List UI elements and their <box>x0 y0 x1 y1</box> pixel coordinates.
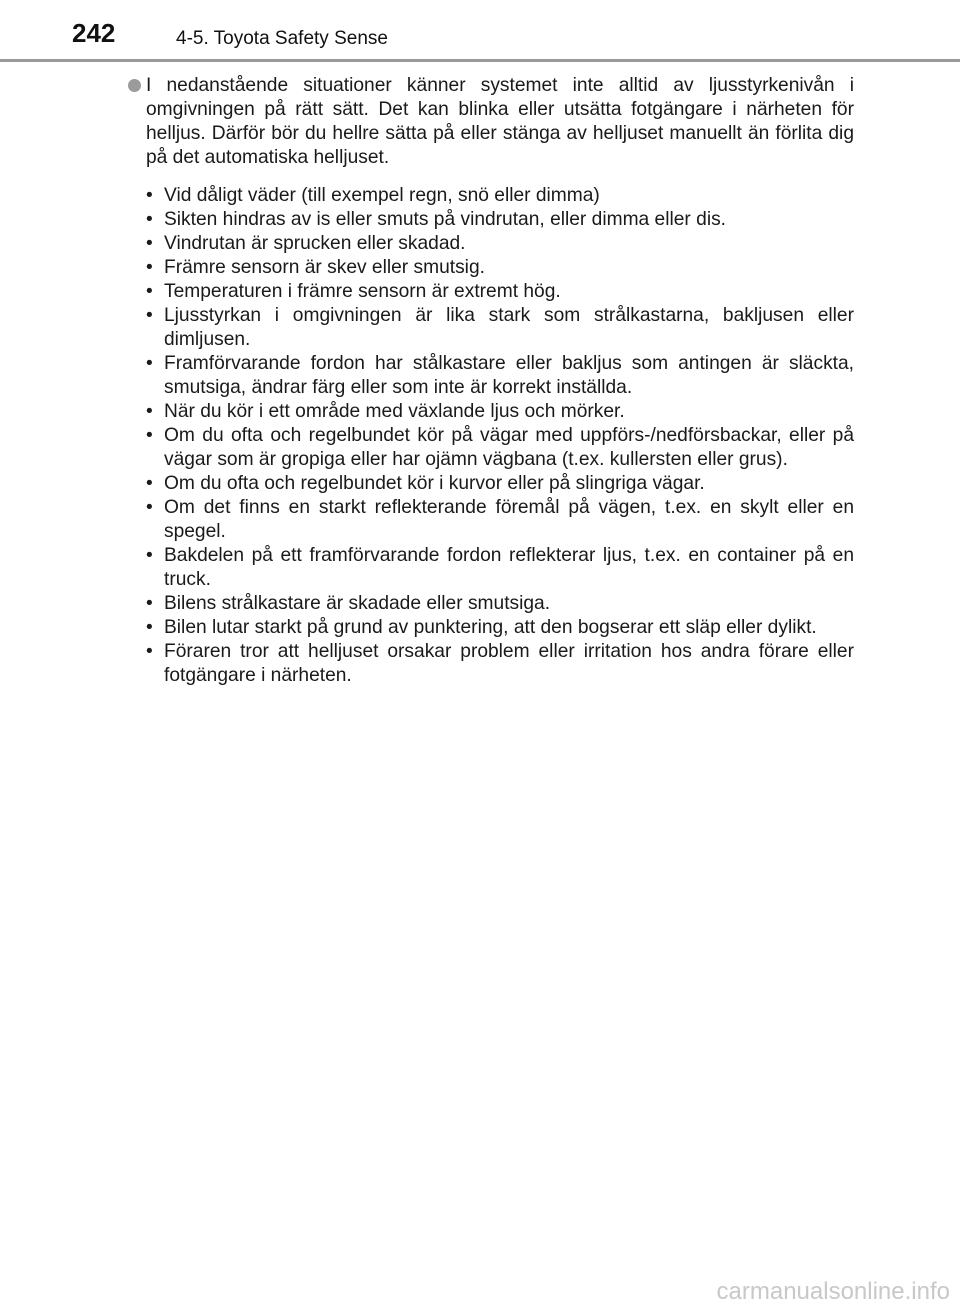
bullet-dot: • <box>146 473 153 494</box>
circle-bullet-icon <box>128 79 141 92</box>
list-item-text: Bilen lutar starkt på grund av punktering, att den bogserar ett släp eller dylikt. <box>164 617 817 638</box>
list-item <box>128 304 854 352</box>
intro-text: I nedanstående situationer känner systemet inte alltid av ljusstyrkenivån i omgivningen på rätt sätt. Det kan blinka eller utsätta fotgängare i närheten för helljus. Därför bör du hellre sätta på eller stänga av helljuset manuellt än förlita dig på det automatiska helljuset. <box>146 75 854 168</box>
main-content <box>128 74 854 688</box>
list-item <box>128 352 854 400</box>
bullet-dot: • <box>146 593 153 614</box>
list-item-text: Sikten hindras av is eller smuts på vindrutan, eller dimma eller dis. <box>164 209 727 230</box>
bullet-dot: • <box>146 401 153 422</box>
list-item <box>128 592 854 616</box>
page-header <box>0 0 960 62</box>
list-item-text: Om du ofta och regelbundet kör i kurvor eller på slingriga vägar. <box>164 473 705 494</box>
watermark: carmanualsonline.info <box>716 1278 950 1305</box>
bullet-dot: • <box>146 209 153 230</box>
list-item-text: Temperaturen i främre sensorn är extremt hög. <box>164 281 561 302</box>
bullet-dot: • <box>146 281 153 302</box>
list-item-text: Framförvarande fordon har stålkastare eller bakljus som antingen är släckta, smutsiga, ändrar färg eller som inte är korrekt inställda. <box>164 353 854 398</box>
list-item <box>128 256 854 280</box>
bullet-dot: • <box>146 305 153 326</box>
intro-paragraph <box>128 74 854 170</box>
list-item-text: Vid dåligt väder (till exempel regn, snö eller dimma) <box>164 185 600 206</box>
list-item-text: Främre sensorn är skev eller smutsig. <box>164 257 485 278</box>
list-item <box>128 496 854 544</box>
list-item <box>128 280 854 304</box>
bullet-dot: • <box>146 545 153 566</box>
list-item-text: När du kör i ett område med växlande ljus och mörker. <box>164 401 625 422</box>
list-item-text: Om du ofta och regelbundet kör på vägar med uppförs-/nedförsbackar, eller på vägar som är gropiga eller har ojämn vägbana (t.ex. kullersten eller grus). <box>164 425 854 470</box>
bullet-dot: • <box>146 353 153 374</box>
bullet-dot: • <box>146 233 153 254</box>
list-item <box>128 232 854 256</box>
situation-list <box>128 184 854 688</box>
list-item-text: Bilens strålkastare är skadade eller smutsiga. <box>164 593 551 614</box>
list-item <box>128 640 854 688</box>
bullet-dot: • <box>146 425 153 446</box>
section-title: 4-5. Toyota Safety Sense <box>176 28 388 49</box>
bullet-dot: • <box>146 641 153 662</box>
bullet-dot: • <box>146 185 153 206</box>
list-item <box>128 616 854 640</box>
list-item <box>128 544 854 592</box>
bullet-dot: • <box>146 497 153 518</box>
header-divider <box>0 59 960 62</box>
page-number: 242 <box>72 18 116 48</box>
list-item-text: Föraren tror att helljuset orsakar problem eller irritation hos andra förare eller fotgängare i närheten. <box>164 641 854 686</box>
list-item <box>128 472 854 496</box>
list-item-text: Bakdelen på ett framförvarande fordon reflekterar ljus, t.ex. en container på en truck. <box>164 545 854 590</box>
list-item-text: Ljusstyrkan i omgivningen är lika stark som strålkastarna, bakljusen eller dimljusen. <box>164 305 854 350</box>
list-item-text: Vindrutan är sprucken eller skadad. <box>164 233 466 254</box>
bullet-dot: • <box>146 617 153 638</box>
list-item <box>128 400 854 424</box>
list-item <box>128 184 854 208</box>
bullet-dot: • <box>146 257 153 278</box>
list-item-text: Om det finns en starkt reflekterande föremål på vägen, t.ex. en skylt eller en spegel. <box>164 497 854 542</box>
list-item <box>128 208 854 232</box>
list-item <box>128 424 854 472</box>
